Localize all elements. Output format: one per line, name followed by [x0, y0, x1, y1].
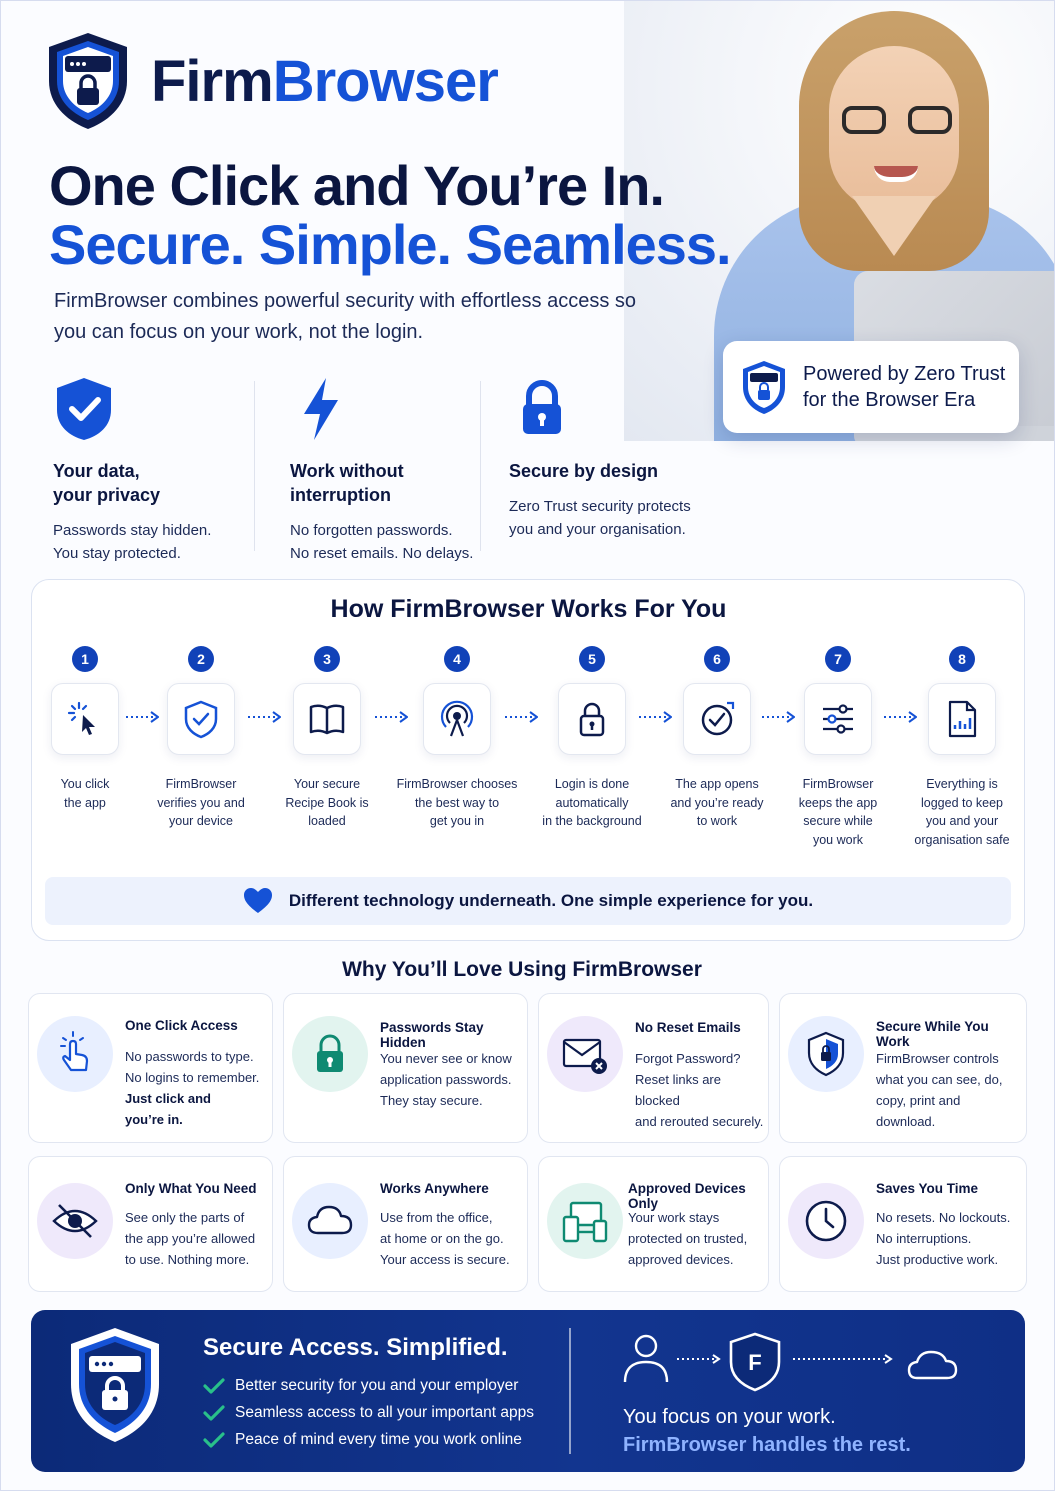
logo-shield-icon [45, 31, 131, 131]
footer-title: Secure Access. Simplified. [203, 1334, 508, 1361]
heart-icon [243, 887, 273, 915]
padlock-icon [572, 699, 612, 739]
step-label: Everything is logged to keep you and your organisation safe [914, 777, 1010, 847]
feature-interruption [290, 376, 480, 565]
card-desc-bold: Just click and you’re in. [125, 1091, 211, 1127]
padlock-icon [306, 1030, 354, 1078]
card-works-anywhere [283, 1156, 528, 1292]
step-number: 3 [314, 646, 340, 672]
footer-bullets [203, 1372, 534, 1453]
step-3 [257, 646, 397, 831]
tap-hand-icon [51, 1030, 99, 1078]
sliders-icon [818, 699, 858, 739]
step-label: FirmBrowser keeps the app secure while you work [798, 777, 878, 847]
card-desc: FirmBrowser controls what you can see, do, copy, print and download. [876, 1051, 1003, 1129]
why-title: Why You’ll Love Using FirmBrowser [342, 958, 702, 981]
badge-shield-icon [741, 359, 787, 415]
arrow-icon [247, 711, 281, 723]
card-secure-while-work [779, 993, 1027, 1143]
arrow-icon [504, 711, 538, 723]
arrow-icon [677, 1355, 719, 1363]
step-label: FirmBrowser chooses the best way to get you in [396, 777, 518, 828]
card-desc: Your work stays protected on trusted, approved devices. [628, 1210, 748, 1267]
open-book-icon [307, 699, 347, 739]
experience-banner [45, 877, 1011, 925]
step-label: You click the app [60, 777, 110, 810]
card-one-click-access [28, 993, 273, 1143]
feature-privacy [53, 376, 243, 565]
arrow-icon [761, 711, 795, 723]
banner-text: Different technology underneath. One simple experience for you. [288, 891, 814, 910]
card-desc: See only the parts of the app you’re allowed to use. Nothing more. [125, 1210, 256, 1267]
brand-name: FirmBrowser [151, 49, 498, 114]
firmbrowser-shield-icon [731, 1334, 779, 1390]
step-number: 5 [579, 646, 605, 672]
footer-divider [569, 1328, 571, 1454]
user-icon [625, 1336, 667, 1382]
check-icon [203, 1378, 225, 1394]
badge-text: Powered by Zero Trust for the Browser Era [803, 363, 1006, 411]
footer-line-1: You focus on your work. [623, 1406, 836, 1428]
card-saves-time [779, 1156, 1027, 1292]
arrow-icon [638, 711, 672, 723]
feature-design [509, 376, 739, 541]
card-no-reset-emails [538, 993, 769, 1143]
cloud-icon [306, 1197, 354, 1245]
feature-title: Work without interruption [290, 461, 404, 505]
card-desc: Use from the office, at home or on the go. Your access is secure. [380, 1210, 510, 1267]
footer-bullet: Better security for you and your employer [203, 1372, 534, 1399]
card-title: No Reset Emails [635, 1020, 741, 1035]
step-label: Login is done automatically in the background [542, 777, 642, 828]
card-title: Approved Devices Only [628, 1181, 746, 1211]
step-number: 6 [704, 646, 730, 672]
subheadline: Secure. Simple. Seamless. [49, 213, 731, 276]
card-desc: Forgot Password? Reset links are blocked and rerouted securely. [635, 1051, 764, 1129]
step-number: 8 [949, 646, 975, 672]
step-number: 7 [825, 646, 851, 672]
footer-panel [31, 1310, 1025, 1472]
arrow-icon [374, 711, 408, 723]
check-icon [203, 1405, 225, 1421]
envelope-blocked-icon [561, 1030, 609, 1078]
broadcast-icon [437, 699, 477, 739]
step-label: Your secure Recipe Book is loaded [285, 777, 369, 828]
step-6 [647, 646, 787, 831]
step-label: FirmBrowser verifies you and your device [157, 777, 245, 828]
card-passwords-hidden [283, 993, 528, 1143]
step-number: 4 [444, 646, 470, 672]
zero-trust-badge [723, 341, 1019, 433]
feature-desc: No forgotten passwords. No reset emails. No delays. [290, 522, 474, 562]
shield-icon [802, 1030, 850, 1078]
check-circle-icon [697, 699, 737, 739]
card-title: Only What You Need [125, 1181, 257, 1196]
step-8 [892, 646, 1032, 849]
card-title: Works Anywhere [380, 1181, 489, 1196]
intro-text: FirmBrowser combines powerful security with effortless access so you can focus on your work, not the login. [54, 290, 637, 343]
divider [254, 381, 255, 551]
step-7 [768, 646, 908, 849]
card-only-what-you-need [28, 1156, 273, 1292]
lightning-icon [290, 376, 352, 442]
footer-bullet: Seamless access to all your important apps [203, 1399, 534, 1426]
shield-check-icon [53, 376, 115, 442]
feature-desc: Passwords stay hidden. You stay protected. [53, 522, 212, 562]
click-cursor-icon [65, 699, 105, 739]
headline: One Click and You’re In. [49, 154, 664, 217]
clock-icon [802, 1197, 850, 1245]
footer-line-2: FirmBrowser handles the rest. [623, 1434, 911, 1456]
shield-check-icon [181, 699, 221, 739]
flow-diagram [621, 1332, 961, 1392]
step-2 [131, 646, 271, 831]
step-4 [387, 646, 527, 831]
arrow-icon [793, 1355, 891, 1363]
padlock-icon [509, 376, 571, 442]
footer-shield-icon [67, 1326, 163, 1444]
footer-bullet: Peace of mind every time you work online [203, 1426, 534, 1453]
card-title: One Click Access [125, 1018, 238, 1033]
divider [480, 381, 481, 551]
cloud-icon [909, 1352, 956, 1378]
card-title: Secure While You Work [876, 1019, 989, 1049]
step-label: The app opens and you’re ready to work [670, 777, 764, 828]
feature-desc: Zero Trust security protects you and your organisation. [509, 498, 691, 538]
step-number: 2 [188, 646, 214, 672]
card-desc: You never see or know application passwords. They stay secure. [380, 1051, 512, 1108]
card-title: Saves You Time [876, 1181, 979, 1196]
how-title: How FirmBrowser Works For You [330, 595, 727, 623]
step-number: 1 [72, 646, 98, 672]
devices-icon [561, 1197, 609, 1245]
report-icon [942, 699, 982, 739]
feature-title: Secure by design [509, 461, 659, 481]
card-desc: No resets. No lockouts. No interruptions. Just productive work. [876, 1210, 1011, 1267]
eye-off-icon [51, 1197, 99, 1245]
card-title: Passwords Stay Hidden [380, 1020, 484, 1050]
svg-text:F: F [748, 1350, 762, 1375]
check-icon [203, 1432, 225, 1448]
feature-title: Your data, your privacy [53, 461, 161, 505]
card-desc: No passwords to type. No logins to remember. [125, 1049, 260, 1085]
arrow-icon [125, 711, 159, 723]
arrow-icon [883, 711, 917, 723]
step-5 [522, 646, 662, 831]
card-approved-devices [538, 1156, 769, 1292]
